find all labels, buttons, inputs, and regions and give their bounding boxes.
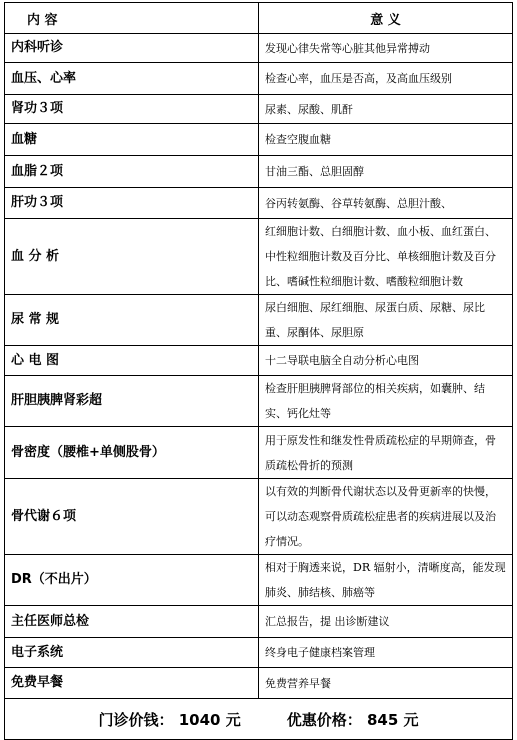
row-meaning: 以有效的判断骨代谢状态以及骨更新率的快慢，可以动态观察骨质疏松症患者的疾病进展以及治疗情况。 <box>259 479 513 555</box>
row-meaning: 十二导联电脑全自动分析心电图 <box>259 346 513 376</box>
clinic-price: 门诊价钱： 1040 元 <box>98 710 241 729</box>
table-row <box>5 295 513 346</box>
discount-price: 优惠价格： 845 元 <box>286 710 419 729</box>
row-meaning: 相对于胸透来说，DR 辐射小，清晰度高，能发现肺炎、肺结核、肺癌等 <box>259 555 513 606</box>
table-row <box>5 124 513 156</box>
row-item: 血脂２项 <box>5 156 259 188</box>
table-row <box>5 376 513 427</box>
row-item: DR（不出片） <box>5 555 259 606</box>
row-item: 骨代谢６项 <box>5 479 259 555</box>
table-row <box>5 427 513 479</box>
row-meaning: 检查空腹血糖 <box>259 124 513 156</box>
header-item: 内 容 <box>5 3 259 34</box>
row-item: 肝功３项 <box>5 188 259 219</box>
table-row <box>5 606 513 638</box>
row-meaning: 免费营养早餐 <box>259 668 513 699</box>
row-item: 血压、心率 <box>5 63 259 95</box>
row-meaning: 用于原发性和继发性骨质疏松症的早期筛查，骨质疏松骨折的预测 <box>259 427 513 479</box>
row-item: 免费早餐 <box>5 668 259 699</box>
table-header-row <box>5 3 513 34</box>
row-item: 电子系统 <box>5 638 259 668</box>
table-row <box>5 34 513 63</box>
header-meaning: 意 义 <box>259 3 513 34</box>
exam-items-table <box>4 2 513 740</box>
row-meaning: 谷丙转氨酶、谷草转氨酶、总胆汁酸、 <box>259 188 513 219</box>
table-row <box>5 188 513 219</box>
row-item: 心 电 图 <box>5 346 259 376</box>
table-row <box>5 95 513 124</box>
row-meaning: 尿白细胞、尿红细胞、尿蛋白质、尿糖、尿比重、尿酮体、尿胆原 <box>259 295 513 346</box>
price-row <box>5 699 513 740</box>
table-row <box>5 63 513 95</box>
table-row <box>5 156 513 188</box>
table-row <box>5 346 513 376</box>
row-meaning: 甘油三酯、总胆固醇 <box>259 156 513 188</box>
row-item: 主任医师总检 <box>5 606 259 638</box>
row-meaning: 红细胞计数、白细胞计数、血小板、血红蛋白、中性粒细胞计数及百分比、单核细胞计数及百分比、嗜碱性粒细胞计数、嗜酸粒细胞计数 <box>259 219 513 295</box>
price-cell <box>5 699 513 740</box>
table-row <box>5 668 513 699</box>
table-row <box>5 219 513 295</box>
row-meaning: 发现心律失常等心脏其他异常搏动 <box>259 34 513 63</box>
row-meaning: 尿素、尿酸、肌酐 <box>259 95 513 124</box>
table-row <box>5 479 513 555</box>
row-item: 血糖 <box>5 124 259 156</box>
table-row <box>5 638 513 668</box>
row-item: 肾功３项 <box>5 95 259 124</box>
row-item: 内科听诊 <box>5 34 259 63</box>
row-meaning: 检查心率，血压是否高，及高血压级别 <box>259 63 513 95</box>
row-item: 血 分 析 <box>5 219 259 295</box>
row-meaning: 汇总报告，提 出诊断建议 <box>259 606 513 638</box>
row-item: 尿 常 规 <box>5 295 259 346</box>
table-row <box>5 555 513 606</box>
row-meaning: 终身电子健康档案管理 <box>259 638 513 668</box>
row-item: 肝胆胰脾肾彩超 <box>5 376 259 427</box>
row-meaning: 检查肝胆胰脾肾部位的相关疾病，如囊肿、结实、钙化灶等 <box>259 376 513 427</box>
row-item: 骨密度（腰椎+单侧股骨） <box>5 427 259 479</box>
